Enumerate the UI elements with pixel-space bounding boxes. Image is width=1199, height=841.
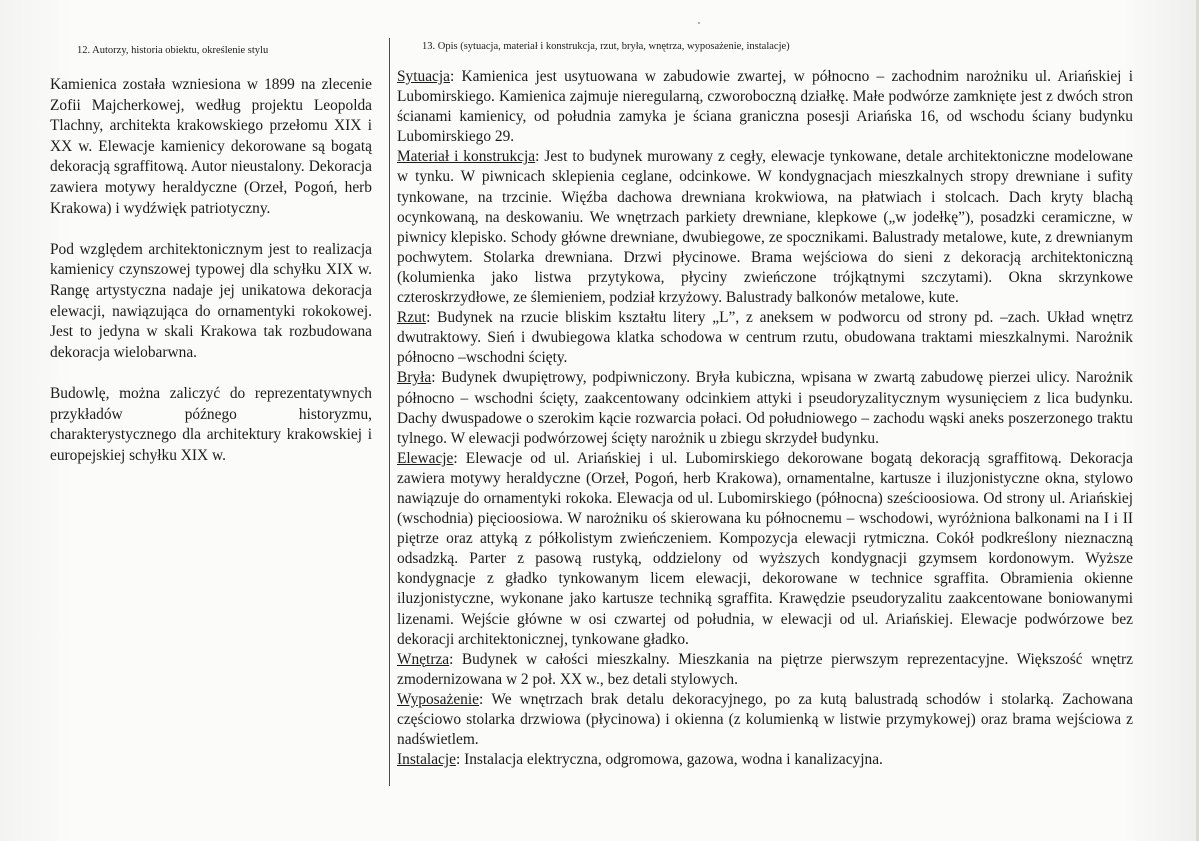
section-text: Kamienica jest usytuowana w zabudowie zwartej, w północno – zachodnim narożniku ul. Ariańskiej i Lubomirskiego. Kamienica zajmuje nieregularną, czworoboczną działkę. Małe podwórze zamknięte jest z dwóch stron ścianami kamienicy, od południa zamyka je ściana graniczna posesji Ariańska 16, od wschodu ściany budynku Lubomirskiego 29. [397,68,1133,146]
architecture-paragraph: Pod względem architektonicznym jest to realizacja kamienicy czynszowej typowej dla schyłku XIX w. Rangę artystyczna nadaje jej unikatowa dekoracja elewacji, nawiązująca do ornamentyki rokokowej. Jest to jedyna w skali Krakowa tak rozbudowana dekoracja wielobarwna. [50,240,372,361]
section-sytuacja: Sytuacja: Kamienica jest usytuowana w zabudowie zwartej, w północno – zachodnim narożniku ul. Ariańskiej i Lubomirskiego. Kamienica zajmuje nieregularną, czworoboczną działkę. Małe podwórze zamknięte jest z dwóch stron ścianami kamienicy, od południa zamyka je ściana graniczna posesji Ariańska 16, od wschodu ściany budynku Lubomirskiego 29. [397,68,1133,146]
section-text: Elewacje od ul. Ariańskiej i ul. Lubomirskiego dekorowane bogatą dekoracją sgraffitową. Dekoracja zawiera motywy heraldyczne (Orzeł, Pogoń, herb Krakowa), ornamentalne, kartusze i iluzjonistyczne okna, stylowo nawiązuje do ornamentyki rokoka. Elewacja od ul. Lubomirskiego (północna) sześcioosiowa. Od strony ul. Ariańskiej (wschodnia) pięcioosiowa. W narożniku oś skierowana ku północnemu – wschodowi, wyróżniona balkonami na I i II piętrze oraz attyką z półkolistym zwieńczeniem. Kompozycja elewacji rytmiczna. Cokół podkreślony nieznaczną odsadzką. Parter z pasową rustyką, oddzielony od wyższych kondygnacji gzymsem kordonowym. Wyższe kondygnacje z gładko tynkowanym licem elewacji, dekorowane w technice sgraffita. Obramienia okienne iluzjonistyczne, wykonane jako kartusze techniką sgraffita. Krawędzie pseudoryzalitu zaakcentowane boniowanymi lizenami. Wejście główne w osi czwartej od południa, w elewacji od ul. Ariańskiej. Elewacje podwórzowe bez dekoracji architektonicznej, tynkowane gładko. [397,449,1133,648]
section-label: Wnętrza [397,650,450,668]
left-column [50,44,372,466]
section-label: Instalacje [397,751,456,769]
history-paragraph: Kamienica została wzniesiona w 1899 na zlecenie Zofii Majcherkowej, według projektu Leopolda Tlachny, architekta krakowskiego przełomu XIX i XX w. Elewacje kamienicy dekorowane są bogatą dekoracją sgraffitową. Autor nieustalony. Dekoracja zawiera motywy heraldyczne (Orzeł, Pogoń, herb Krakowa) i wydźwięk patriotyczny. [50,76,372,217]
section-instalacje: Instalacje: Instalacja elektryczna, odgromowa, gazowa, wodna i kanalizacyjna. [397,751,883,769]
section-text: Budynek na rzucie bliskim kształtu litery „L”, z aneksem w podworcu od strony pd. –zach. Układ wnętrz dwutraktowy. Sień i dwubiegowa klatka schodowa w centrum rzutu, obudowana traktami mieszkalnymi. Narożnik północno –wschodni ścięty. [397,309,1133,367]
section-elewacje: Elewacje: Elewacje od ul. Ariańskiej i ul. Lubomirskiego dekorowane bogatą dekoracją sgraffitową. Dekoracja zawiera motywy heraldyczne (Orzeł, Pogoń, herb Krakowa), ornamentalne, kartusze i iluzjonistyczne okna, stylowo nawiązuje do ornamentyki rokoka. Elewacja od ul. Lubomirskiego (północna) sześcioosiowa. Od strony ul. Ariańskiej (wschodnia) pięcioosiowa. W narożniku oś skierowana ku północnemu – wschodowi, wyróżniona balkonami na I i II piętrze oraz attyką z półkolistym zwieńczeniem. Kompozycja elewacji rytmiczna. Cokół podkreślony nieznaczną odsadzką. Parter z pasową rustyką, oddzielony od wyższych kondygnacji gzymsem kordonowym. Wyższe kondygnacje z gładko tynkowanym licem elewacji, dekorowane w technice sgraffita. Obramienia okienne iluzjonistyczne, wykonane jako kartusze techniką sgraffita. Krawędzie pseudoryzalitu zaakcentowane boniowanymi lizenami. Wejście główne w osi czwartej od południa, w elewacji od ul. Ariańskiej. Elewacje podwórzowe bez dekoracji architektonicznej, tynkowane gładko. [397,449,1133,648]
column-divider [389,38,390,786]
section-label: Rzut [397,309,427,327]
section-material: Materiał i konstrukcja: Jest to budynek murowany z cegły, elewacje tynkowane, detale architektoniczne modelowane w tynku. W piwnicach sklepienia ceglane, odcinkowe. W kondygnacjach mieszkalnych stropy drewniane i sufity tynkowane, na trzcinie. Więźba dachowa drewniana krokwiowa, na płatwiach i stolcach. Dach kryty blachą ocynkowaną, na deskowaniu. We wnętrzach parkiety drewniane, klepkowe („w jodełkę”), posadzki ceramiczne, w piwnicy klepisko. Schody główne drewniane, dwubiegowe, ze spocznikami. Balustrady metalowe, kute, z drewnianym pochwytem. Stolarka drewniana. Drzwi płycinowe. Brama wejściowa do sieni z dekoracją architektoniczną (kolumienka jako listwa przytykowa, płyciny zwieńczone trójkątnymi szczytami). Okna skrzynkowe czteroskrzydłowe, ze ślemieniem, podział krzyżowy. Balustrady balkonów metalowe, kute. [397,148,1134,307]
section-wnetrza: Wnętrza: Budynek w całości mieszkalny. Mieszkania na piętrze pierwszym reprezentacyjne. Większość wnętrz zmodernizowana w 2 poł. XX w., bez detali stylowych. [397,650,1134,688]
section-label: Elewacje [397,449,454,467]
section-wyposazenie: Wyposażenie: We wnętrzach brak detalu dekoracyjnego, po za kutą balustradą schodów i stolarką. Zachowana częściowo stolarka drzwiowa (płycinowa) i okienna (z kolumienką w listwie przymykowej) oraz brama wejściowa z nadświetlem. [397,690,1134,749]
section-bryla: Bryła: Budynek dwupiętrowy, podpiwniczony. Bryła kubiczna, wpisana w zwartą zabudowę pierzei ulicy. Narożnik północno – wschodni ścięty, zaakcentowany odcinkiem attyki i pseudoryzalitycznym wysunięciem z lica budynku. Dachy dwuspadowe o szerokim kącie rozwarcia połaci. Od południowego – zachodu wąski aneks poszerzonego traktu tylnego. W elewacji podwórzowej ścięty narożnik u zbiegu skrzydeł budynku. [397,369,1133,447]
right-column [397,40,1133,770]
section-label: Bryła [397,369,432,387]
section-label: Wyposażenie [397,690,479,708]
right-column-body [397,67,1133,770]
style-paragraph: Budowlę, można zaliczyć do reprezentatywnych przykładów późnego historyzmu, charakterystycznego dla architektury krakowskiej i europejskiej schyłku XIX w. [50,384,372,464]
section-text: Budynek w całości mieszkalny. Mieszkania na piętrze pierwszym reprezentacyjne. Większość wnętrz zmodernizowana w 2 poł. XX w., bez detali stylowych. [397,650,1134,688]
section-text: Budynek dwupiętrowy, podpiwniczony. Bryła kubiczna, wpisana w zwartą zabudowę pierzei ulicy. Narożnik północno – wschodni ścięty, zaakcentowany odcinkiem attyki i pseudoryzalitycznym wysunięciem z lica budynku. Dachy dwuspadowe o szerokim kącie rozwarcia połaci. Od południowego – zachodu wąski aneks poszerzonego traktu tylnego. W elewacji podwórzowej ścięty narożnik u zbiegu skrzydeł budynku. [397,369,1133,447]
section-label: Materiał i konstrukcja [397,148,536,166]
right-column-header: 13. Opis (sytuacja, materiał i konstrukcja, rzut, bryła, wnętrza, wyposażenie, instalacje) [422,41,790,52]
section-rzut: Rzut: Budynek na rzucie bliskim kształtu litery „L”, z aneksem w podworcu od strony pd. –zach. Układ wnętrz dwutraktowy. Sień i dwubiegowa klatka schodowa w centrum rzutu, obudowana traktami mieszkalnymi. Narożnik północno –wschodni ścięty. [397,309,1133,367]
left-column-body [50,75,372,466]
left-column-header: 12. Autorzy, historia obiektu, określenie stylu [77,45,269,56]
scan-speck [698,22,700,24]
section-text: Jest to budynek murowany z cegły, elewacje tynkowane, detale architektoniczne modelowane w tynku. W piwnicach sklepienia ceglane, odcinkowe. W kondygnacjach mieszkalnych stropy drewniane i sufity tynkowane, na trzcinie. Więźba dachowa drewniana krokwiowa, na płatwiach i stolcach. Dach kryty blachą ocynkowaną, na deskowaniu. We wnętrzach parkiety drewniane, klepkowe („w jodełkę”), posadzki ceramiczne, w piwnicy klepisko. Schody główne drewniane, dwubiegowe, ze spocznikami. Balustrady metalowe, kute, z drewnianym pochwytem. Stolarka drewniana. Drzwi płycinowe. Brama wejściowa do sieni z dekoracją architektoniczną (kolumienka jako listwa przytykowa, płyciny zwieńczone trójkątnymi szczytami). Okna skrzynkowe czteroskrzydłowe, ze ślemieniem, podział krzyżowy. Balustrady balkonów metalowe, kute. [397,148,1134,307]
section-label: Sytuacja [397,68,450,85]
section-text: We wnętrzach brak detalu dekoracyjnego, po za kutą balustradą schodów i stolarką. Zachowana częściowo stolarka drzwiowa (płycinowa) i okienna (z kolumienką w listwie przymykowej) oraz brama wejściowa z nadświetlem. [397,690,1134,749]
section-text: Instalacja elektryczna, odgromowa, gazowa, wodna i kanalizacyjna. [464,751,883,769]
